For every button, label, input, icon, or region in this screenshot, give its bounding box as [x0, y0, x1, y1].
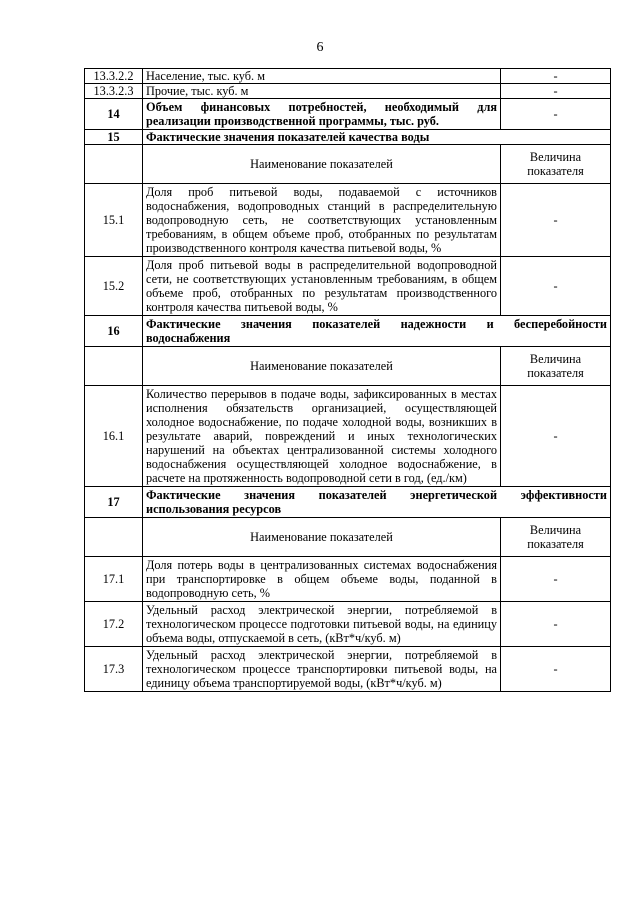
column-header-row	[85, 145, 611, 184]
row-value: -	[501, 257, 611, 316]
column-header-value: Величина показателя	[501, 347, 611, 386]
row-number: 13.3.2.2	[85, 69, 143, 84]
row-name: Доля потерь воды в централизованных системах водоснабжения при транспортировке в общем объеме воды, поданной в водопроводную сеть, %	[143, 557, 501, 602]
empty-cell	[85, 145, 143, 184]
table-row	[85, 386, 611, 487]
empty-cell	[85, 347, 143, 386]
row-number: 17.3	[85, 647, 143, 692]
section-row	[85, 487, 611, 518]
row-number: 17.1	[85, 557, 143, 602]
section-number: 16	[85, 316, 143, 347]
indicators-table	[84, 68, 611, 692]
table-row	[85, 184, 611, 257]
row-name: Население, тыс. куб. м	[143, 69, 501, 84]
row-name: Количество перерывов в подаче воды, зафиксированных в местах исполнения обязательств организацией, осуществляющей холодное водоснабжение, по подаче холодной воды, возникших в результате аварий, повреждений и иных технологических нарушений на объектах централизованной системы холодного водоснабжения осуществляющей холодное водоснабжение, в расчете на протяженность водопроводной сети в год, (ед./км)	[143, 386, 501, 487]
table-row	[85, 602, 611, 647]
row-value: -	[501, 647, 611, 692]
table-row	[85, 647, 611, 692]
section-row	[85, 130, 611, 145]
section-title: Фактические значения показателей надежности и бесперебойности водоснабжения	[143, 316, 611, 347]
column-header-name: Наименование показателей	[143, 518, 501, 557]
section-title: Фактические значения показателей качества воды	[143, 130, 611, 145]
row-name: Удельный расход электрической энергии, потребляемой в технологическом процессе транспортировки питьевой воды, на единицу объема транспортируемой воды, (кВт*ч/куб. м)	[143, 647, 501, 692]
empty-cell	[85, 518, 143, 557]
row-value: -	[501, 602, 611, 647]
row-value: -	[501, 69, 611, 84]
page-number: 6	[316, 40, 324, 55]
row-value: -	[501, 386, 611, 487]
row-name: Прочие, тыс. куб. м	[143, 84, 501, 99]
row-name: Удельный расход электрической энергии, потребляемой в технологическом процессе подготовки питьевой воды, на единицу объема воды, отпускаемой в сеть, (кВт*ч/куб. м)	[143, 602, 501, 647]
column-header-value: Величина показателя	[501, 145, 611, 184]
row-number: 17.2	[85, 602, 143, 647]
row-number: 15.1	[85, 184, 143, 257]
table-row	[85, 84, 611, 99]
section-row	[85, 316, 611, 347]
column-header-row	[85, 347, 611, 386]
column-header-row	[85, 518, 611, 557]
section-number: 17	[85, 487, 143, 518]
row-value: -	[501, 99, 611, 130]
row-value: -	[501, 557, 611, 602]
table-row	[85, 99, 611, 130]
row-number: 14	[85, 99, 143, 130]
row-name: Доля проб питьевой воды в распределительной водопроводной сети, не соответствующих установленным требованиям, в общем объеме проб, отобранных по результатам производственного контроля качества питьевой воды, %	[143, 257, 501, 316]
row-number: 15.2	[85, 257, 143, 316]
row-name: Доля проб питьевой воды, подаваемой с источников водоснабжения, водопроводных станций в распределительную водопроводную сеть, не соответствующих установленным требованиям, в общем объеме проб, отобранных по результатам производственного контроля качества питьевой воды, %	[143, 184, 501, 257]
section-number: 15	[85, 130, 143, 145]
table-row	[85, 257, 611, 316]
row-value: -	[501, 184, 611, 257]
column-header-name: Наименование показателей	[143, 347, 501, 386]
row-value: -	[501, 84, 611, 99]
row-number: 13.3.2.3	[85, 84, 143, 99]
column-header-value: Величина показателя	[501, 518, 611, 557]
table-row	[85, 557, 611, 602]
column-header-name: Наименование показателей	[143, 145, 501, 184]
row-number: 16.1	[85, 386, 143, 487]
row-name: Объем финансовых потребностей, необходимый для реализации производственной программы, тыс. руб.	[143, 99, 501, 130]
table-row	[85, 69, 611, 84]
section-title: Фактические значения показателей энергетической эффективности использования ресурсов	[143, 487, 611, 518]
